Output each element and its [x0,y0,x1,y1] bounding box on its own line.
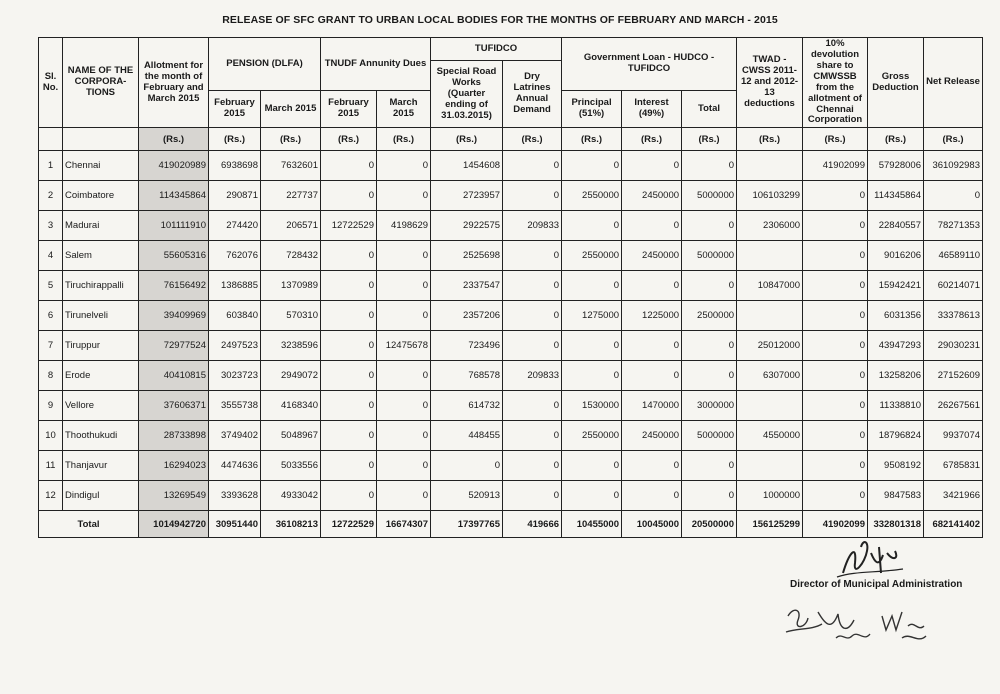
loan-total-cell: 5000000 [682,421,737,451]
signature-image [835,533,905,583]
total-net: 682141402 [924,511,983,538]
table-row [39,271,983,301]
pension-feb-cell: 290871 [209,181,261,211]
loan-total-cell: 0 [682,361,737,391]
special-road-cell: 0 [431,451,503,481]
grant-release-table [38,37,983,538]
special-road-cell: 2922575 [431,211,503,241]
principal-cell: 0 [562,271,622,301]
tnudf-mar-cell: 0 [377,301,431,331]
net-release-cell: 26267561 [924,391,983,421]
interest-cell: 0 [622,151,682,181]
unit-cell: (Rs.) [261,128,321,151]
allotment-cell: 76156492 [139,271,209,301]
devolution-cell: 0 [803,241,868,271]
interest-cell: 2450000 [622,241,682,271]
pension-mar-cell: 570310 [261,301,321,331]
unit-cell: (Rs.) [737,128,803,151]
interest-cell: 0 [622,211,682,241]
tnudf-feb-cell: 0 [321,361,377,391]
pension-feb-cell: 274420 [209,211,261,241]
table-row [39,481,983,511]
gross-deduction-cell: 114345864 [868,181,924,211]
tnudf-feb-cell: 0 [321,391,377,421]
unit-cell: (Rs.) [431,128,503,151]
header-twad: TWAD - CWSS 2011-12 and 2012-13 deductions [737,38,803,128]
sl-no-cell: 12 [39,481,63,511]
pension-feb-cell: 3749402 [209,421,261,451]
corporation-name-cell: Madurai [63,211,139,241]
total-twad: 156125299 [737,511,803,538]
tnudf-feb-cell: 0 [321,451,377,481]
tnudf-feb-cell: 0 [321,421,377,451]
pension-feb-cell: 1386885 [209,271,261,301]
header-net-release: Net Release [924,38,983,128]
allotment-cell: 72977524 [139,331,209,361]
loan-total-cell: 0 [682,481,737,511]
net-release-cell: 33378613 [924,301,983,331]
allotment-cell: 419020989 [139,151,209,181]
total-principal: 10455000 [562,511,622,538]
loan-total-cell: 3000000 [682,391,737,421]
net-release-cell: 6785831 [924,451,983,481]
twad-cell: 10847000 [737,271,803,301]
principal-cell: 0 [562,451,622,481]
pension-mar-cell: 5048967 [261,421,321,451]
signatory-title: Director of Municipal Administration [790,579,963,590]
sl-no-cell: 9 [39,391,63,421]
devolution-cell: 0 [803,451,868,481]
gross-deduction-cell: 18796824 [868,421,924,451]
allotment-cell: 37606371 [139,391,209,421]
interest-cell: 0 [622,451,682,481]
header-special-road: Special Road Works (Quarter ending of 31.03.2015) [431,61,503,128]
twad-cell: 6307000 [737,361,803,391]
pension-feb-cell: 3393628 [209,481,261,511]
principal-cell: 1275000 [562,301,622,331]
loan-total-cell: 0 [682,331,737,361]
tnudf-feb-cell: 0 [321,151,377,181]
tnudf-feb-cell: 12722529 [321,211,377,241]
header-dry-latrines: Dry Latrines Annual Demand [503,61,562,128]
header-pension-feb: February 2015 [209,91,261,128]
sl-no-cell: 2 [39,181,63,211]
allotment-cell: 40410815 [139,361,209,391]
header-principal: Principal (51%) [562,91,622,128]
pension-feb-cell: 4474636 [209,451,261,481]
interest-cell: 1470000 [622,391,682,421]
allotment-cell: 101111910 [139,211,209,241]
twad-cell: 106103299 [737,181,803,211]
header-devolution: 10% devolution share to CMWSSB from the allotment of Chennai Corporation [803,38,868,128]
sl-no-cell: 6 [39,301,63,331]
pension-mar-cell: 728432 [261,241,321,271]
principal-cell: 2550000 [562,241,622,271]
dry-latrines-cell: 209833 [503,211,562,241]
total-dry-latrines: 419666 [503,511,562,538]
interest-cell: 2450000 [622,181,682,211]
header-row-1 [39,38,983,61]
unit-cell: (Rs.) [682,128,737,151]
sl-no-cell: 11 [39,451,63,481]
devolution-cell: 0 [803,271,868,301]
tnudf-feb-cell: 0 [321,181,377,211]
gross-deduction-cell: 13258206 [868,361,924,391]
table-row [39,301,983,331]
unit-cell: (Rs.) [622,128,682,151]
tnudf-feb-cell: 0 [321,331,377,361]
tnudf-mar-cell: 0 [377,271,431,301]
twad-cell: 1000000 [737,481,803,511]
net-release-cell: 46589110 [924,241,983,271]
total-pension-mar: 36108213 [261,511,321,538]
allotment-cell: 55605316 [139,241,209,271]
principal-cell: 0 [562,481,622,511]
tnudf-mar-cell: 0 [377,151,431,181]
header-pension-mar: March 2015 [261,91,321,128]
net-release-cell: 0 [924,181,983,211]
total-loan-total: 20500000 [682,511,737,538]
twad-cell [737,301,803,331]
allotment-cell: 13269549 [139,481,209,511]
allotment-cell: 114345864 [139,181,209,211]
special-road-cell: 2337547 [431,271,503,301]
sl-no-cell: 4 [39,241,63,271]
dry-latrines-cell: 209833 [503,361,562,391]
tnudf-feb-cell: 0 [321,271,377,301]
devolution-cell: 0 [803,391,868,421]
table-row [39,241,983,271]
interest-cell: 2450000 [622,421,682,451]
dry-latrines-cell: 0 [503,451,562,481]
pension-mar-cell: 227737 [261,181,321,211]
gross-deduction-cell: 9508192 [868,451,924,481]
interest-cell: 0 [622,481,682,511]
principal-cell: 0 [562,361,622,391]
gross-deduction-cell: 15942421 [868,271,924,301]
tnudf-mar-cell: 0 [377,481,431,511]
special-road-cell: 520913 [431,481,503,511]
pension-mar-cell: 206571 [261,211,321,241]
principal-cell: 0 [562,331,622,361]
twad-cell: 2306000 [737,211,803,241]
net-release-cell: 361092983 [924,151,983,181]
special-road-cell: 1454608 [431,151,503,181]
interest-cell: 1225000 [622,301,682,331]
twad-cell: 25012000 [737,331,803,361]
dry-latrines-cell: 0 [503,181,562,211]
interest-cell: 0 [622,271,682,301]
table-row [39,211,983,241]
corporation-name-cell: Tirunelveli [63,301,139,331]
table-body [39,151,983,511]
total-gross: 332801318 [868,511,924,538]
total-allotment: 1014942720 [139,511,209,538]
principal-cell: 0 [562,151,622,181]
pension-mar-cell: 5033556 [261,451,321,481]
pension-mar-cell: 4933042 [261,481,321,511]
tnudf-mar-cell: 0 [377,181,431,211]
gross-deduction-cell: 9016206 [868,241,924,271]
net-release-cell: 78271353 [924,211,983,241]
net-release-cell: 3421966 [924,481,983,511]
dry-latrines-cell: 0 [503,301,562,331]
table-row [39,151,983,181]
header-allotment: Allotment for the month of February and March 2015 [139,38,209,128]
table-row [39,391,983,421]
loan-total-cell: 0 [682,271,737,301]
table-row [39,181,983,211]
devolution-cell: 0 [803,361,868,391]
special-road-cell: 768578 [431,361,503,391]
gross-deduction-cell: 43947293 [868,331,924,361]
tnudf-feb-cell: 0 [321,241,377,271]
tnudf-mar-cell: 0 [377,421,431,451]
unit-cell: (Rs.) [803,128,868,151]
header-loan-total: Total [682,91,737,128]
corporation-name-cell: Coimbatore [63,181,139,211]
twad-cell [737,391,803,421]
corporation-name-cell: Thoothukudi [63,421,139,451]
special-road-cell: 614732 [431,391,503,421]
loan-total-cell: 0 [682,151,737,181]
sl-no-cell: 3 [39,211,63,241]
corporation-name-cell: Tiruppur [63,331,139,361]
corporation-name-cell: Erode [63,361,139,391]
devolution-cell: 41902099 [803,151,868,181]
corporation-name-cell: Salem [63,241,139,271]
header-gross-deduction: Gross Deduction [868,38,924,128]
twad-cell [737,151,803,181]
allotment-cell: 39409969 [139,301,209,331]
principal-cell: 2550000 [562,421,622,451]
allotment-cell: 16294023 [139,451,209,481]
unit-cell: (Rs.) [562,128,622,151]
allotment-cell: 28733898 [139,421,209,451]
table-row [39,451,983,481]
net-release-cell: 9937074 [924,421,983,451]
dry-latrines-cell: 0 [503,481,562,511]
unit-cell: (Rs.) [321,128,377,151]
principal-cell: 2550000 [562,181,622,211]
header-tnudf-feb: February 2015 [321,91,377,128]
dry-latrines-cell: 0 [503,391,562,421]
special-road-cell: 2525698 [431,241,503,271]
corporation-name-cell: Chennai [63,151,139,181]
tnudf-mar-cell: 12475678 [377,331,431,361]
dry-latrines-cell: 0 [503,151,562,181]
interest-cell: 0 [622,331,682,361]
loan-total-cell: 0 [682,211,737,241]
header-tnudf-mar: March 2015 [377,91,431,128]
total-interest: 10045000 [622,511,682,538]
twad-cell [737,241,803,271]
pension-feb-cell: 3555738 [209,391,261,421]
sl-no-cell: 5 [39,271,63,301]
principal-cell: 0 [562,211,622,241]
gross-deduction-cell: 11338810 [868,391,924,421]
table-row [39,331,983,361]
sl-no-cell: 8 [39,361,63,391]
net-release-cell: 60214071 [924,271,983,301]
dry-latrines-cell: 0 [503,241,562,271]
total-tnudf-feb: 12722529 [321,511,377,538]
unit-cell: (Rs.) [377,128,431,151]
special-road-cell: 2723957 [431,181,503,211]
corporation-name-cell: Vellore [63,391,139,421]
table-row [39,421,983,451]
special-road-cell: 2357206 [431,301,503,331]
gross-deduction-cell: 22840557 [868,211,924,241]
pension-feb-cell: 762076 [209,241,261,271]
corporation-name-cell: Tiruchirappalli [63,271,139,301]
devolution-cell: 0 [803,211,868,241]
corporation-name-cell: Thanjavur [63,451,139,481]
loan-total-cell: 5000000 [682,181,737,211]
units-row [39,128,983,151]
header-name: NAME OF THE CORPORA- TIONS [63,38,139,128]
tnudf-mar-cell: 0 [377,361,431,391]
gross-deduction-cell: 57928006 [868,151,924,181]
devolution-cell: 0 [803,481,868,511]
corporation-name-cell: Dindigul [63,481,139,511]
total-tnudf-mar: 16674307 [377,511,431,538]
dry-latrines-cell: 0 [503,271,562,301]
unit-cell: (Rs.) [139,128,209,151]
devolution-cell: 0 [803,421,868,451]
total-label: Total [39,511,139,538]
pension-feb-cell: 603840 [209,301,261,331]
total-pension-feb: 30951440 [209,511,261,538]
sl-no-cell: 1 [39,151,63,181]
unit-cell: (Rs.) [868,128,924,151]
special-road-cell: 723496 [431,331,503,361]
tnudf-feb-cell: 0 [321,301,377,331]
special-road-cell: 448455 [431,421,503,451]
header-govt-loan: Government Loan - HUDCO - TUFIDCO [562,38,737,91]
pension-mar-cell: 2949072 [261,361,321,391]
loan-total-cell: 0 [682,451,737,481]
tnudf-mar-cell: 0 [377,391,431,421]
gross-deduction-cell: 9847583 [868,481,924,511]
interest-cell: 0 [622,361,682,391]
devolution-cell: 0 [803,181,868,211]
tnudf-mar-cell: 4198629 [377,211,431,241]
total-devolution: 41902099 [803,511,868,538]
dry-latrines-cell: 0 [503,331,562,361]
gross-deduction-cell: 6031356 [868,301,924,331]
initials-image [778,602,948,652]
dry-latrines-cell: 0 [503,421,562,451]
total-special-road: 17397765 [431,511,503,538]
pension-feb-cell: 3023723 [209,361,261,391]
header-tnudf: TNUDF Annunity Dues [321,38,431,91]
unit-cell: (Rs.) [924,128,983,151]
tnudf-feb-cell: 0 [321,481,377,511]
sl-no-cell: 7 [39,331,63,361]
net-release-cell: 29030231 [924,331,983,361]
header-interest: Interest (49%) [622,91,682,128]
sl-no-cell: 10 [39,421,63,451]
pension-mar-cell: 7632601 [261,151,321,181]
twad-cell [737,451,803,481]
header-sl-no: Sl. No. [39,38,63,128]
table-row [39,361,983,391]
document-title: RELEASE OF SFC GRANT TO URBAN LOCAL BODIES FOR THE MONTHS OF FEBRUARY AND MARCH - 2015 [222,14,778,26]
unit-cell: (Rs.) [209,128,261,151]
header-pension: PENSION (DLFA) [209,38,321,91]
tnudf-mar-cell: 0 [377,241,431,271]
pension-mar-cell: 1370989 [261,271,321,301]
header-tufidco: TUFIDCO [431,38,562,61]
loan-total-cell: 2500000 [682,301,737,331]
loan-total-cell: 5000000 [682,241,737,271]
devolution-cell: 0 [803,331,868,361]
unit-cell: (Rs.) [503,128,562,151]
pension-feb-cell: 6938698 [209,151,261,181]
pension-mar-cell: 4168340 [261,391,321,421]
pension-mar-cell: 3238596 [261,331,321,361]
principal-cell: 1530000 [562,391,622,421]
devolution-cell: 0 [803,301,868,331]
tnudf-mar-cell: 0 [377,451,431,481]
net-release-cell: 27152609 [924,361,983,391]
pension-feb-cell: 2497523 [209,331,261,361]
twad-cell: 4550000 [737,421,803,451]
